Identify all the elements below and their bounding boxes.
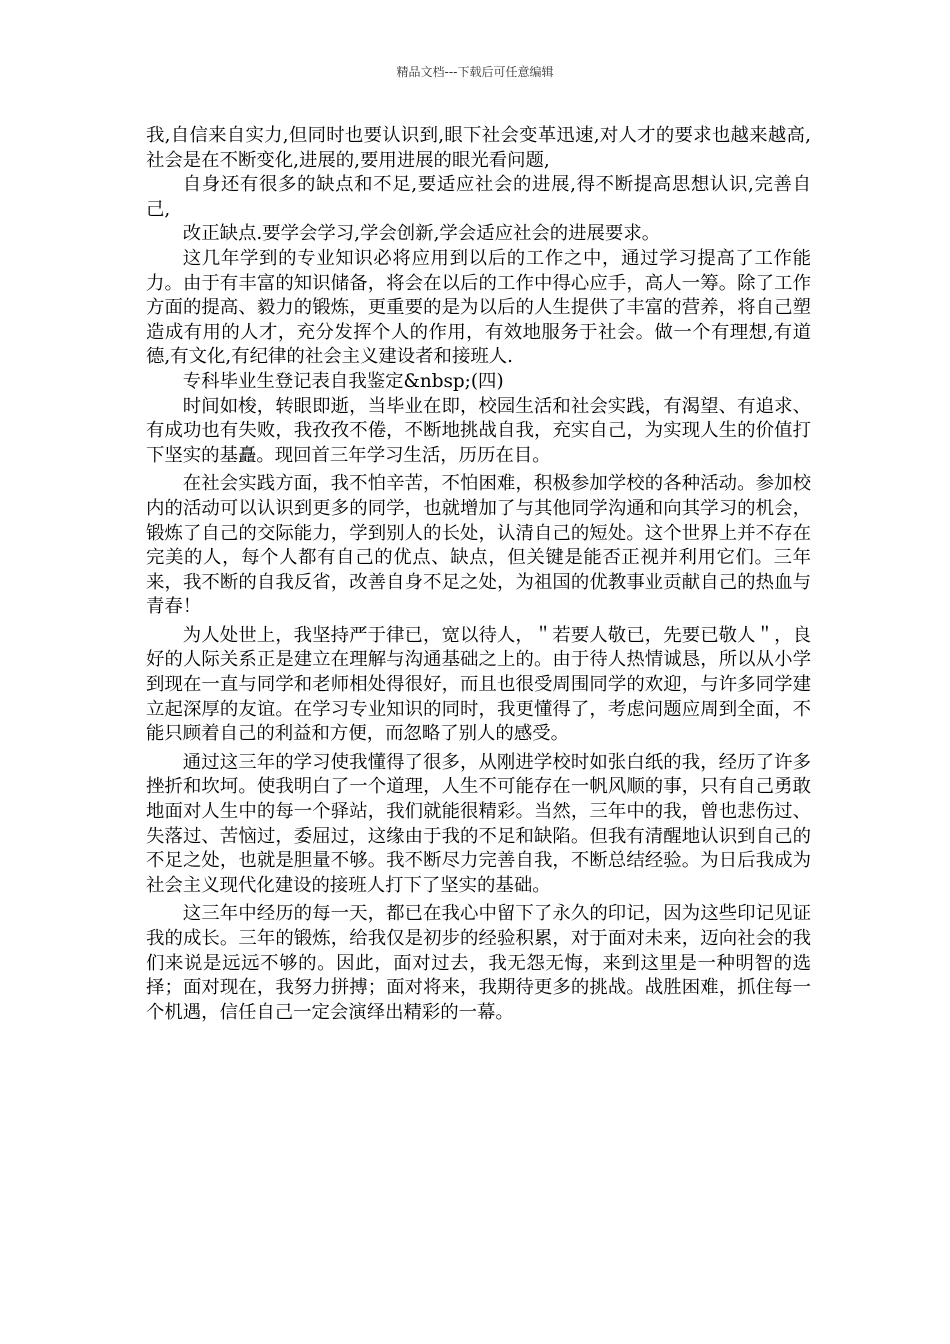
paragraph-8: 为人处世上，我坚持严于律已，宽以待人，＂若要人敬已，先要已敬人＂，良好的人际关系正是建立在理解与沟通基础之上的。由于待人热情诚恳，所以从小学到现在一直与同学和老师相处得很好，而且也很受周围同学的欢迎，与许多同学建立起深厚的友谊。在学习专业知识的同时，我更懂得了，考虑问题应周到全面，不能只顾着自己的利益和方便，而忽略了别人的感受。: [146, 624, 811, 745]
paragraph-6: 时间如梭，转眼即逝，当毕业在即，校园生活和社会实践，有渴望、有追求、有成功也有失败，我孜孜不倦，不断地挑战自我，充实自己，为实现人生的价值打下坚实的基矗。现回首三年学习生活，历历在目。: [146, 395, 811, 466]
page-header: 精品文档---下载后可任意编辑: [396, 65, 554, 79]
paragraph-1: 我,自信来自实力,但同时也要认识到,眼下社会变革迅速,对人才的要求也越来越高,社会是在不断变化,进展的,要用进展的眼光看问题,: [146, 125, 811, 171]
paragraph-4: 这几年学到的专业知识必将应用到以后的工作之中，通过学习提高了工作能力。由于有丰富的知识储备，将会在以后的工作中得心应手，高人一筹。除了工作方面的提高、毅力的锻炼，更重要的是为以后的人生提供了丰富的营养，将自己塑造成有用的人才，充分发挥个人的作用，有效地服务于社会。做一个有理想,有道德,有文化,有纪律的社会主义建设者和接班人.: [146, 247, 811, 368]
paragraph-10: 这三年中经历的每一天，都已在我心中留下了永久的印记，因为这些印记见证我的成长。三年的锻炼，给我仅是初步的经验积累，对于面对未来，迈向社会的我们来说是远远不够的。因此，面对过去，我无怨无悔，来到这里是一种明智的选择；面对现在，我努力拼搏；面对将来，我期待更多的挑战。战胜困难，抓住每一个机遇，信任自己一定会演绎出精彩的一幕。: [146, 903, 811, 1023]
paragraph-9: 通过这三年的学习使我懂得了很多，从刚进学校时如张白纸的我，经历了许多挫折和坎坷。使我明白了一个道理，人生不可能存在一帆风顺的事，只有自己勇敢地面对人生中的每一个驿站，我们就能很精彩。当然，三年中的我，曾也悲伤过、失落过、苦恼过，委屈过，这缘由于我的不足和缺陷。但我有清醒地认识到自己的不足之处，也就是胆量不够。我不断尽力完善自我，不断总结经验。为日后我成为社会主义现代化建设的接班人打下了坚实的基础。: [146, 751, 811, 896]
document-body: [146, 124, 811, 1025]
paragraph-2: 自身还有很多的缺点和不足,要适应社会的进展,得不断提高思想认识,完善自己,: [146, 174, 811, 220]
section-heading: 专科毕业生登记表自我鉴定&nbsp;(四): [182, 370, 504, 392]
paragraph-7: 在社会实践方面，我不怕辛苦，不怕困难，积极参加学校的各种活动。参加校内的活动可以认识到更多的同学，也就增加了与其他同学沟通和向其学习的机会，锻炼了自己的交际能力，学到别人的长处，认清自己的短处。这个世界上并不存在完美的人，每个人都有自己的优点、缺点，但关键是能否正视并利用它们。三年来，我不断的自我反省，改善自身不足之处，为祖国的优教事业贡献自己的热血与青春！: [146, 473, 811, 618]
paragraph-3: 改正缺点.要学会学习,学会创新,学会适应社会的进展要求。: [182, 223, 661, 245]
